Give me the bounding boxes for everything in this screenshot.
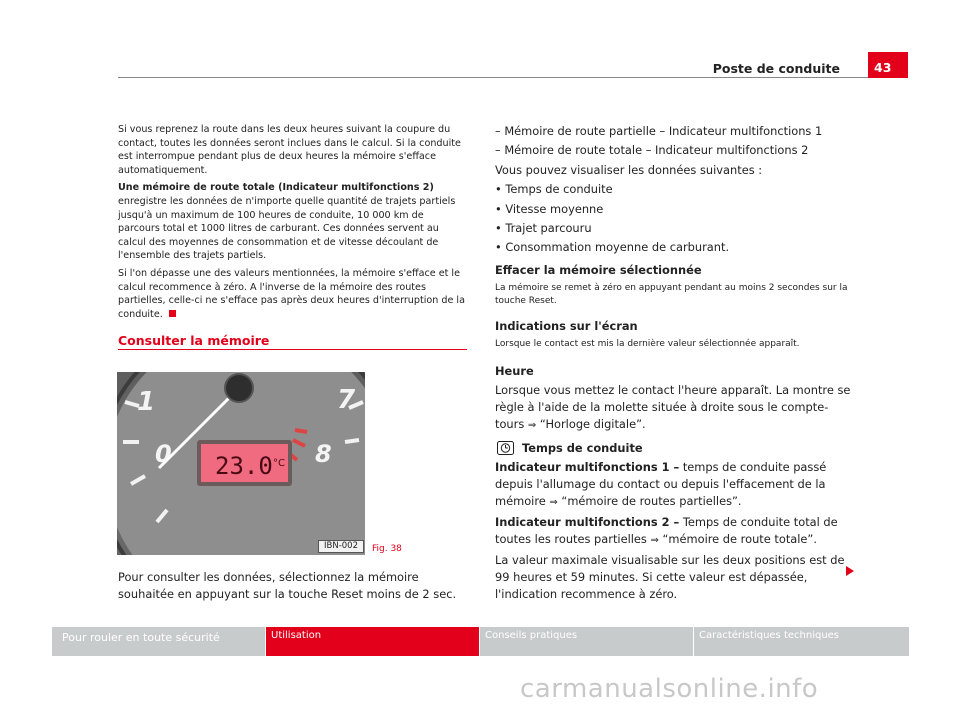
imf2-text bbox=[495, 514, 855, 549]
list-item: • Vitesse moyenne bbox=[495, 201, 604, 216]
clock-text bbox=[495, 382, 855, 434]
footer-nav bbox=[52, 627, 909, 656]
left-column bbox=[118, 123, 468, 325]
consult-instructions: Pour consulter les données, sélectionnez la mémoire souhaitée en appuyant sur la touche Reset moins de 2 sec. bbox=[118, 570, 457, 601]
option-total-memory: – Mémoire de route totale – Indicateur multifonctions 2 bbox=[495, 143, 809, 158]
cross-reference-arrow: ⇒ bbox=[549, 496, 558, 508]
heading-display-info: Indications sur l'écran bbox=[495, 318, 638, 333]
max-value-text: La valeur maximale visualisable sur les deux positions est de 99 heures et 59 minutes. Si cette valeur est dépassée, l'indication recommence à zéro. bbox=[495, 552, 845, 601]
section-heading-consult: Consulter la mémoire bbox=[118, 333, 270, 348]
clear-memory-text: La mémoire se remet à zéro en appuyant pendant au moins 2 secondes sur la touche Reset. bbox=[495, 282, 848, 306]
gauge-number: 8 bbox=[315, 440, 332, 468]
total-memory-term: Une mémoire de route totale (Indicateur multifonctions 2) bbox=[118, 182, 434, 194]
display-info-text: Lorsque le contact est mis la dernière valeur sélectionnée apparaît. bbox=[495, 338, 800, 349]
cross-reference-arrow: ⇒ bbox=[527, 419, 537, 431]
display-value: 23.0 bbox=[215, 452, 273, 480]
imf2-text-b: “mémoire de route totale”. bbox=[658, 531, 817, 546]
paragraph-overflow bbox=[118, 267, 468, 321]
imf2-term: Indicateur multifonctions 2 – bbox=[495, 514, 680, 529]
data-intro: Vous pouvez visualiser les données suivantes : bbox=[495, 162, 763, 177]
total-memory-text: enregistre les données de n'importe quelle quantité de trajets partiels jusqu'à un maximum de 100 heures de conduite, 10 000 km de parcours total et 1000 litres de carburant. Ces données servent au calcul des moyennes de consommation et de vitesse découlant de l'ensemble des trajets partiels. bbox=[118, 195, 456, 262]
display-unit: °C bbox=[273, 458, 285, 469]
clock-text-a: Lorsque vous mettez le contact l'heure apparaît. La montre se règle à l'aide de la molette située à droite sous le compte-tours bbox=[495, 382, 851, 431]
instrument-cluster-figure bbox=[117, 372, 365, 555]
heading-driving-time: Temps de conduite bbox=[522, 440, 643, 455]
heading-clear-memory: Effacer la mémoire sélectionnée bbox=[495, 262, 702, 277]
imf1-text-a: temps de conduite passé depuis l'allumage du contact ou depuis l'effacement de la mémoire bbox=[495, 459, 827, 508]
figure-label: Fig. 38 bbox=[372, 544, 402, 554]
clock-text-b: “Horloge digitale”. bbox=[536, 416, 646, 431]
imf1-text-b: “mémoire de routes partielles”. bbox=[557, 493, 742, 508]
footer-tab-tips[interactable]: Conseils pratiques bbox=[480, 627, 694, 656]
cross-reference-arrow: ⇒ bbox=[650, 534, 659, 546]
footer-tab-usage[interactable]: Utilisation bbox=[266, 627, 480, 656]
list-item: • Trajet parcouru bbox=[495, 221, 592, 236]
heading-clock: Heure bbox=[495, 363, 534, 378]
cluster-illustration bbox=[117, 372, 365, 555]
overflow-text: Si l'on dépasse une des valeurs mentionnées, la mémoire s'efface et le calcul recommence à zéro. A l'inverse de la mémoire des routes partielles, celle-ci ne s'efface pas après deux heures d'interruption de la conduite. bbox=[118, 267, 465, 320]
section-rule bbox=[118, 349, 467, 350]
option-partial-memory: – Mémoire de route partielle – Indicateur multifonctions 1 bbox=[495, 124, 823, 138]
footer-tab-specs[interactable]: Caractéristiques techniques bbox=[694, 627, 909, 656]
driving-time-heading-row bbox=[495, 440, 855, 457]
figure-code: IBN-002 bbox=[318, 540, 364, 553]
gauge-number: 1 bbox=[137, 387, 156, 417]
header-rule bbox=[118, 77, 868, 78]
imf1-term: Indicateur multifonctions 1 – bbox=[495, 459, 680, 474]
gauge-number: 0 bbox=[155, 440, 172, 468]
page-header-title: Poste de conduite bbox=[712, 61, 840, 76]
list-item: • Consommation moyenne de carburant. bbox=[495, 240, 730, 255]
needle-hub bbox=[225, 374, 253, 402]
watermark: carmanualsonline.info bbox=[520, 674, 819, 704]
tick bbox=[345, 440, 359, 442]
footer-tab-safety[interactable]: Pour rouler en toute sécurité bbox=[52, 627, 266, 656]
continue-arrow-icon bbox=[846, 566, 854, 576]
imf1-text bbox=[495, 459, 855, 511]
imf2-text-a: Temps de conduite total de toutes les routes partielles bbox=[495, 514, 838, 546]
end-of-section-mark bbox=[169, 310, 176, 317]
paragraph-resume: Si vous reprenez la route dans les deux heures suivant la coupure du contact, toutes les données seront inclues dans le calcul. Si la conduite est interrompue pendant plus de deux heures la mémoire s'efface automatiquement. bbox=[118, 124, 461, 176]
clock-icon bbox=[497, 441, 514, 455]
page-number: 43 bbox=[868, 52, 908, 78]
list-item: • Temps de conduite bbox=[495, 182, 613, 197]
gauge-number: 7 bbox=[337, 385, 356, 415]
paragraph-total-memory bbox=[118, 181, 468, 263]
red-tick bbox=[295, 430, 307, 432]
right-column bbox=[495, 122, 855, 606]
